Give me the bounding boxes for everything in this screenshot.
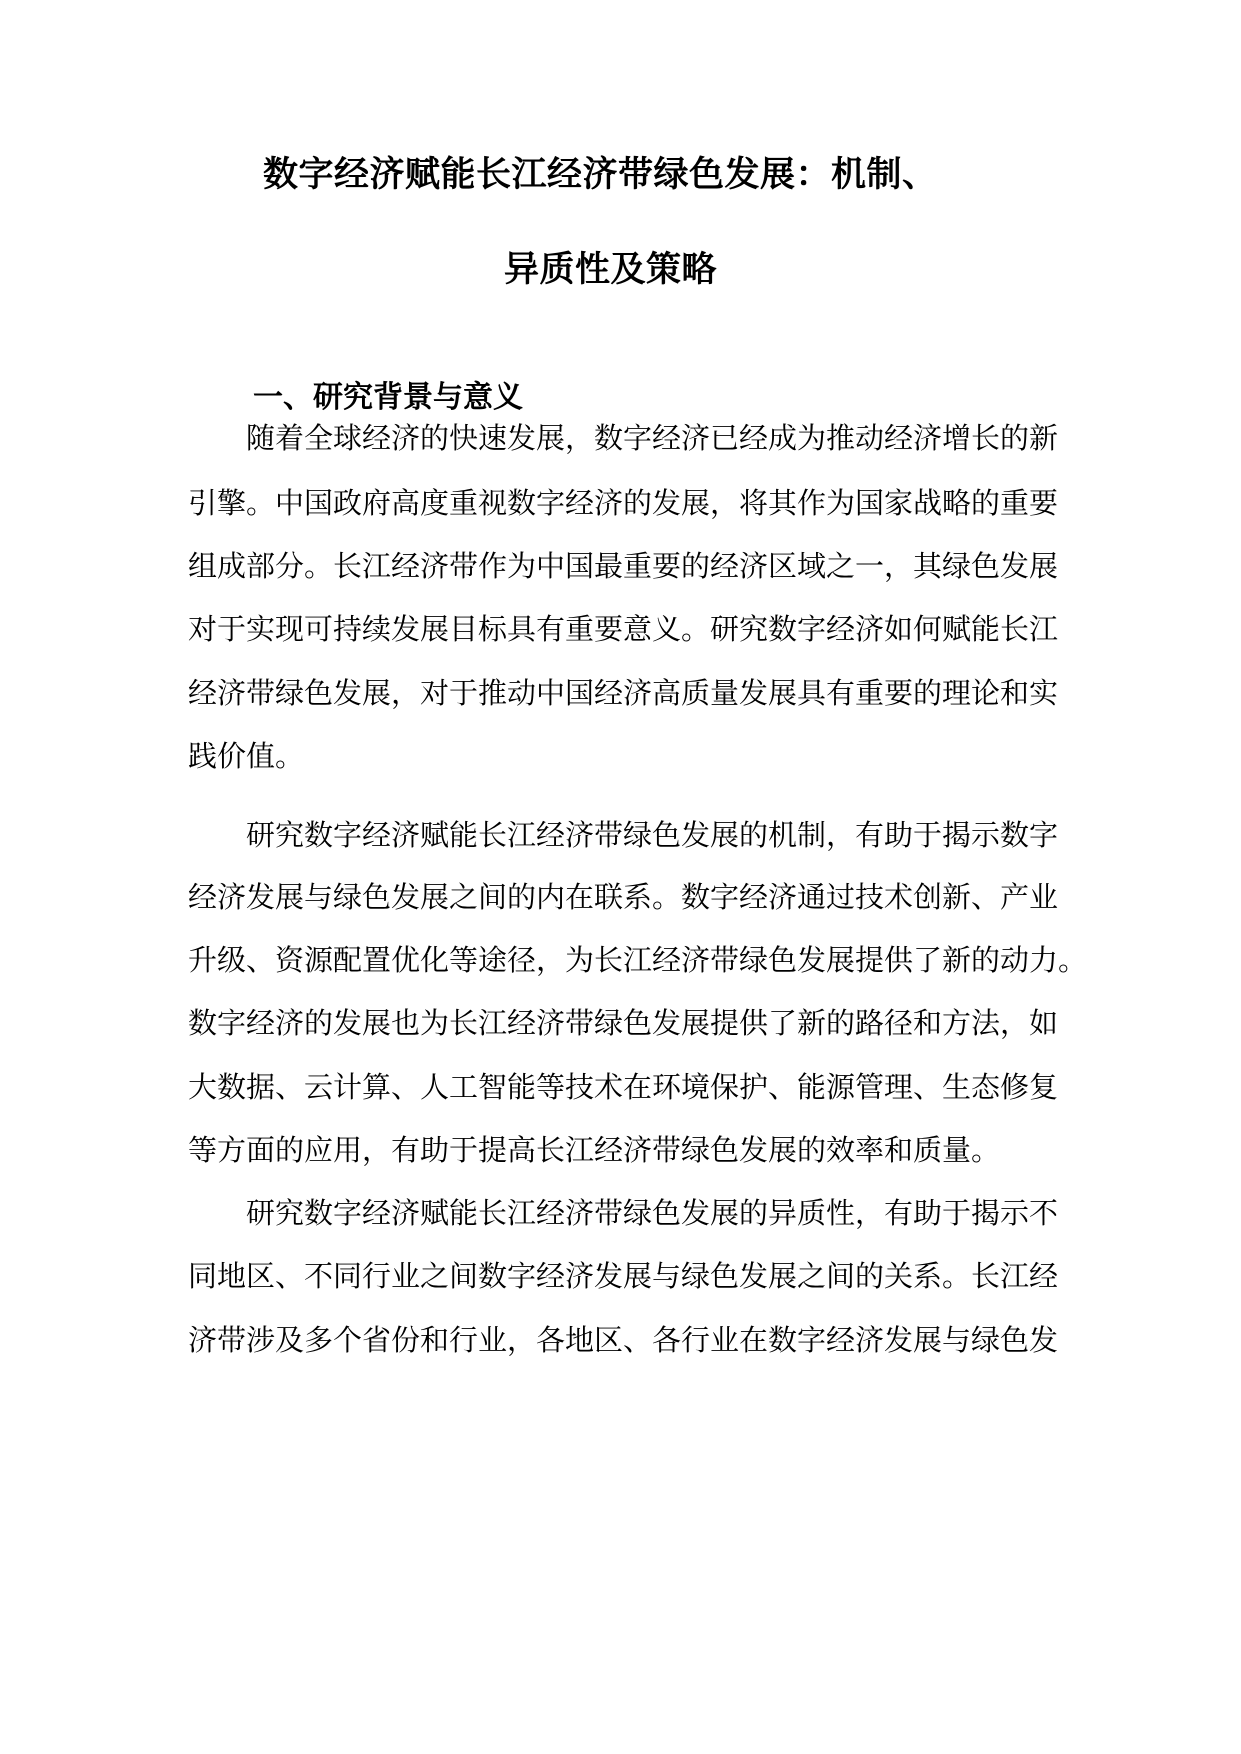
body-text-line: 研究数字经济赋能长江经济带绿色发展的机制，有助于揭示数字 xyxy=(246,818,1059,852)
document-title-line-1: 数字经济赋能长江经济带绿色发展：机制、 xyxy=(263,154,938,195)
document-title-line-2: 异质性及策略 xyxy=(504,249,718,290)
section-heading: 一、研究背景与意义 xyxy=(253,380,523,415)
body-text-line: 组成部分。长江经济带作为中国最重要的经济区域之一，其绿色发展 xyxy=(188,549,1059,583)
body-text-line: 引擎。中国政府高度重视数字经济的发展，将其作为国家战略的重要 xyxy=(188,486,1059,520)
body-text-line: 济带涉及多个省份和行业，各地区、各行业在数字经济发展与绿色发 xyxy=(188,1323,1059,1357)
body-text-line: 经济带绿色发展，对于推动中国经济高质量发展具有重要的理论和实 xyxy=(188,676,1059,710)
body-text-line: 经济发展与绿色发展之间的内在联系。数字经济通过技术创新、产业 xyxy=(188,880,1059,914)
body-text-line: 践价值。 xyxy=(188,739,305,773)
body-text-line: 大数据、云计算、人工智能等技术在环境保护、能源管理、生态修复 xyxy=(188,1070,1059,1104)
body-text-line: 数字经济的发展也为长江经济带绿色发展提供了新的路径和方法，如 xyxy=(188,1006,1059,1040)
body-text-line: 对于实现可持续发展目标具有重要意义。研究数字经济如何赋能长江 xyxy=(188,612,1059,646)
body-text-line: 升级、资源配置优化等途径，为长江经济带绿色发展提供了新的动力。 xyxy=(188,943,1088,977)
body-text-line: 研究数字经济赋能长江经济带绿色发展的异质性，有助于揭示不 xyxy=(246,1196,1059,1230)
body-text-line: 同地区、不同行业之间数字经济发展与绿色发展之间的关系。长江经 xyxy=(188,1259,1059,1293)
body-text-line: 随着全球经济的快速发展，数字经济已经成为推动经济增长的新 xyxy=(246,421,1059,455)
body-text-line: 等方面的应用，有助于提高长江经济带绿色发展的效率和质量。 xyxy=(188,1133,1001,1167)
